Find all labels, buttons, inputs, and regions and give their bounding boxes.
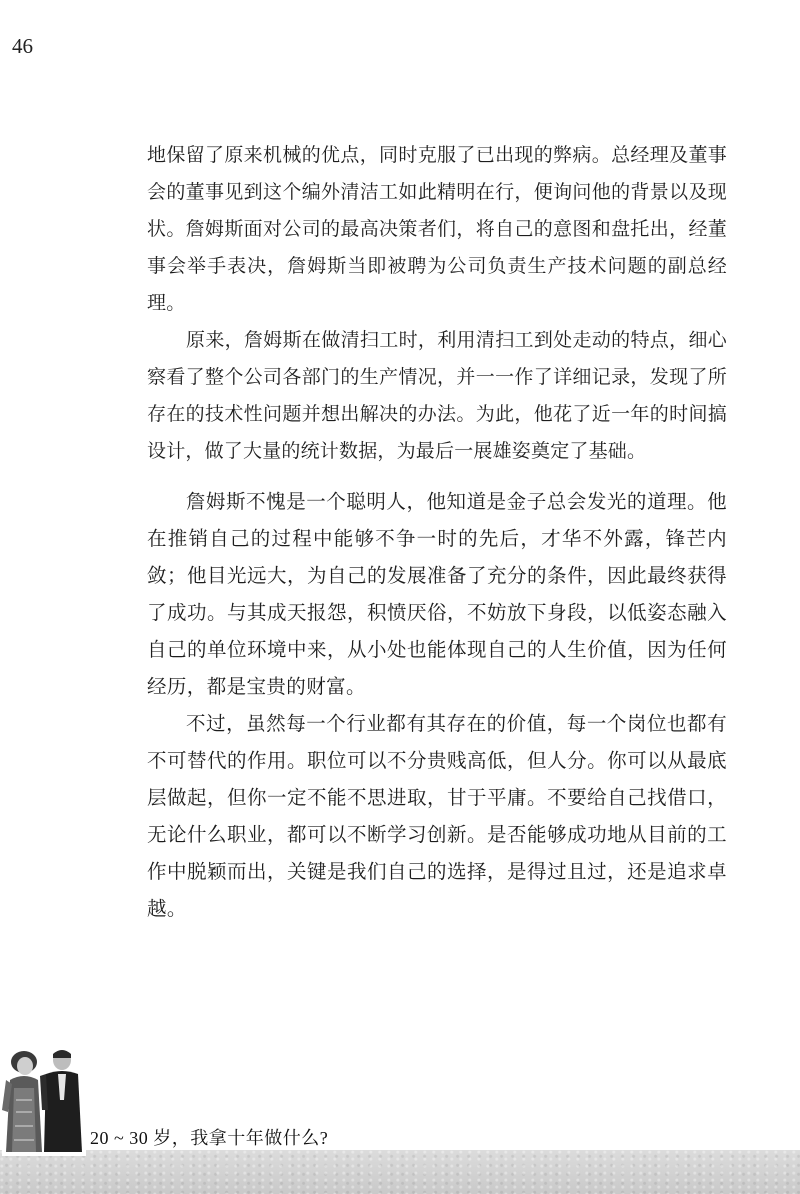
book-title: 20 ~ 30 岁，我拿十年做什么? <box>90 1128 329 1148</box>
paragraph: 地保留了原来机械的优点，同时克服了已出现的弊病。总经理及董事会的董事见到这个编外清洁工如此精明在行，便询问他的背景以及现状。詹姆斯面对公司的最高决策者们，将自己的意图和盘托出，经董事会举手表决，詹姆斯当即被聘为公司负责生产技术问题的副总经理。 <box>147 144 727 314</box>
page-number: 46 <box>12 34 33 58</box>
couple-photo-icon <box>2 1040 86 1156</box>
footer-band <box>0 1150 800 1194</box>
body-text-section-2 <box>147 483 727 927</box>
paragraph: 不过，虽然每一个行业都有其存在的价值，每一个岗位也都有不可替代的作用。职位可以不分贵贱高低，但人分。你可以从最底层做起，但你一定不能不思进取，甘于平庸。不要给自己找借口，无论什么职业，都可以不断学习创新。是否能够成功地从目前的工作中脱颖而出，关键是我们自己的选择，是得过且过，还是追求卓越。 <box>147 712 727 920</box>
paragraph: 詹姆斯不愧是一个聪明人，他知道是金子总会发光的道理。他在推销自己的过程中能够不争一时的先后，才华不外露，锋芒内敛；他目光远大，为自己的发展准备了充分的条件，因此最终获得了成功。与其成天报怨，积愤厌俗，不妨放下身段，以低姿态融入自己的单位环境中来，从小处也能体现自己的人生价值，因为任何经历，都是宝贵的财富。 <box>147 490 727 698</box>
paragraph: 原来，詹姆斯在做清扫工时，利用清扫工到处走动的特点，细心察看了整个公司各部门的生产情况，并一一作了详细记录，发现了所存在的技术性问题并想出解决的办法。为此，他花了近一年的时间搞设计，做了大量的统计数据，为最后一展雄姿奠定了基础。 <box>147 329 727 462</box>
body-text-section-1 <box>147 137 727 470</box>
